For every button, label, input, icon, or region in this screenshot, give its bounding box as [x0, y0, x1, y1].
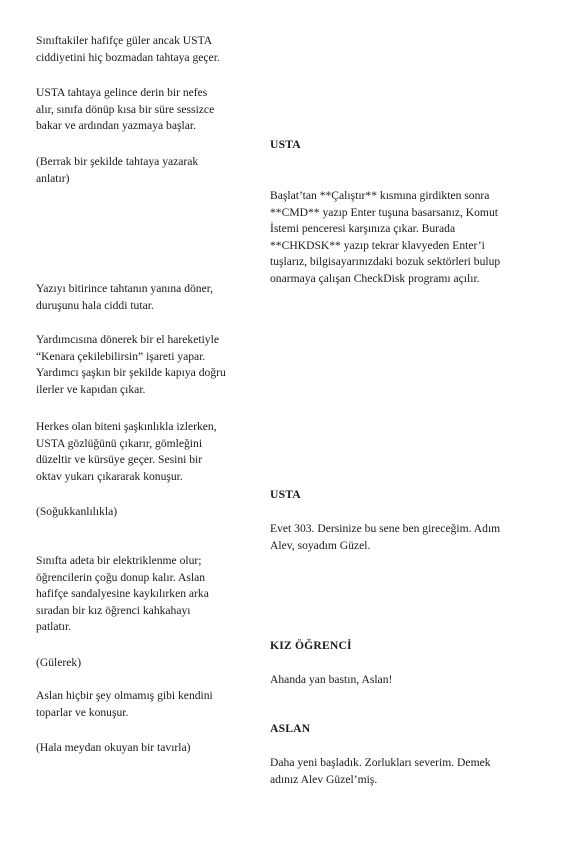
parenthetical-text: (Berrak bir şekilde tahtaya yazarak anlatır)	[36, 155, 199, 185]
parenthetical-text: (Soğukkanlılıkla)	[36, 505, 118, 518]
dialogue-text: Evet 303. Dersinize bu sene ben gireceğim. Adım Alev, soyadım Güzel.	[270, 522, 501, 552]
dialogue-block	[270, 521, 540, 554]
parenthetical-3	[36, 655, 260, 672]
dialogue-block	[270, 672, 540, 689]
speaker-name: USTA	[270, 138, 301, 151]
action-paragraph-6	[36, 553, 260, 636]
action-text: Yazıyı bitirince tahtanın yanına döner, duruşunu hala ciddi tutar.	[36, 282, 214, 312]
action-text: Sınıfta adeta bir elektriklenme olur; öğrencilerin çoğu donup kalır. Aslan hafifçe sandalyesine kaykılırken arka sıradan bir kız öğrenci kahkahayı patlatır.	[36, 554, 209, 634]
speaker-name: USTA	[270, 488, 301, 501]
parenthetical-text: (Hala meydan okuyan bir tavırla)	[36, 741, 191, 754]
dialogue-text: Ahanda yan bastın, Aslan!	[270, 673, 393, 686]
speaker-name: ASLAN	[270, 722, 311, 735]
dialogue-block	[270, 755, 540, 788]
dialogue-text: Başlat’tan **Çalıştır** kısmına girdikten sonra **CMD** yazıp Enter tuşuna basarsanız, Komut İstemi penceresi karşınıza çıkar. Burada **CHKDSK** yazıp tekrar klavyeden Enter’i tuşlarız, bilgisayarınızdaki bozuk sektörleri bulup onarmaya çalışan CheckDisk programı açılır.	[270, 189, 501, 285]
action-text: USTA tahtaya gelince derin bir nefes alır, sınıfa dönüp kısa bir süre sessizce bakar ve ardından yazmaya başlar.	[36, 86, 215, 133]
parenthetical-text: (Gülerek)	[36, 656, 82, 669]
action-paragraph-5	[36, 419, 260, 485]
action-paragraph-2	[36, 85, 260, 135]
action-paragraph-7	[36, 688, 260, 721]
action-text: Sınıftakiler hafifçe güler ancak USTA ciddiyetini hiç bozmadan tahtaya geçer.	[36, 34, 220, 64]
action-text: Aslan hiçbir şey olmamış gibi kendini toparlar ve konuşur.	[36, 689, 213, 719]
speaker-name: KIZ ÖĞRENCİ	[270, 639, 352, 652]
action-text: Yardımcısına dönerek bir el hareketiyle “Kenara çekilebilirsin” işareti yapar. Yardımcı şaşkın bir şekilde kapıya doğru ilerler ve kapıdan çıkar.	[36, 333, 226, 396]
action-text: Herkes olan biteni şaşkınlıkla izlerken, USTA gözlüğünü çıkarır, gömleğini düzeltir ve kürsüye geçer. Sesini bir oktav yukarı çıkararak konuşur.	[36, 420, 217, 483]
dialogue-text: Daha yeni başladık. Zorlukları severim. Demek adınız Alev Güzel’miş.	[270, 756, 491, 786]
dialogue-block	[270, 188, 540, 288]
parenthetical-1	[36, 154, 260, 187]
parenthetical-2	[36, 504, 260, 521]
action-paragraph-1	[36, 33, 260, 66]
action-paragraph-4	[36, 332, 260, 398]
action-paragraph-3	[36, 281, 260, 314]
parenthetical-4	[36, 740, 260, 757]
